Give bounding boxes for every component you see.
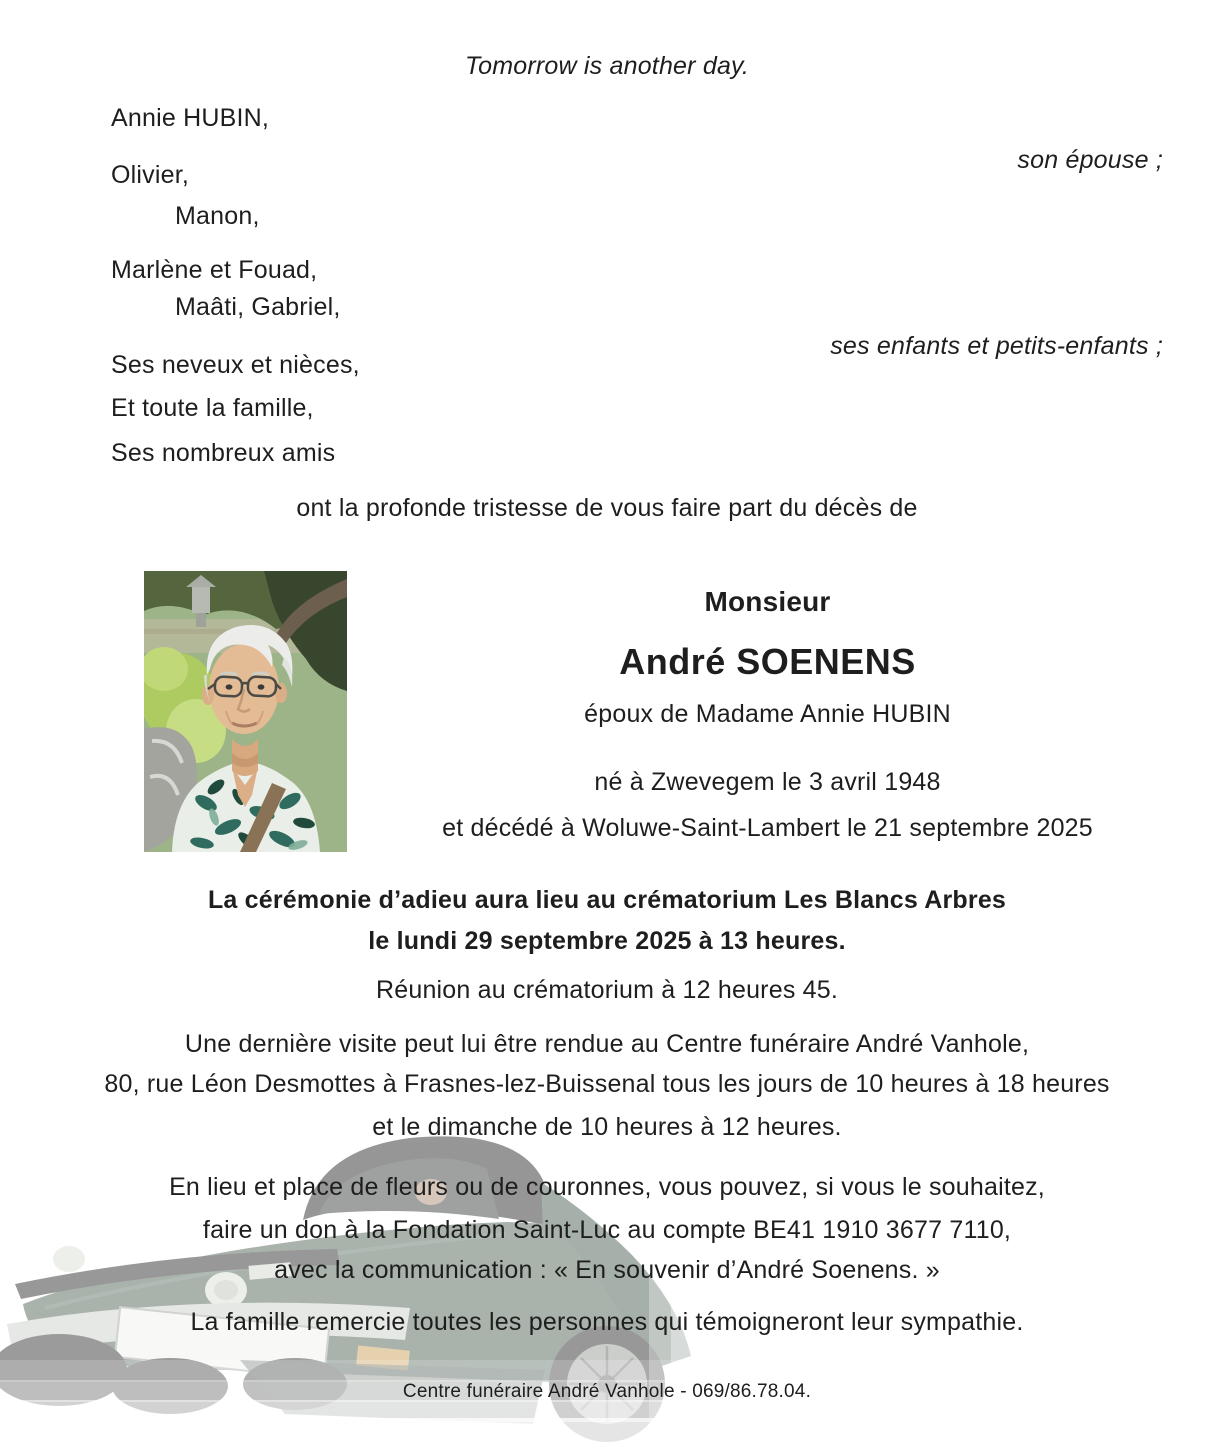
meeting-line: Réunion au crématorium à 12 heures 45. (375, 976, 839, 1004)
visitation-line-1: Une dernière visite peut lui être rendue au Centre funéraire André Vanhole, (184, 1030, 1030, 1058)
donation-line-3: avec la communication : « En souvenir d’André Soenens. » (274, 1256, 940, 1284)
deceased-title: Monsieur (704, 586, 831, 617)
birth-line: né à Zwevegem le 3 avril 1948 (594, 768, 941, 796)
ceremony-line-1: La cérémonie d’adieu aura lieu au crématorium Les Blancs Arbres (207, 886, 1007, 914)
thanks-line: La famille remercie toutes les personnes qui témoigneront leur sympathie. (190, 1308, 1024, 1336)
death-line: et décédé à Woluwe-Saint-Lambert le 21 septembre 2025 (442, 814, 1093, 842)
visitation-line-2: 80, rue Léon Desmottes à Frasnes-lez-Buissenal tous les jours de 10 heures à 18 heures (104, 1070, 1110, 1098)
family-line-2: Olivier, (111, 161, 190, 189)
relation-note-children: ses enfants et petits-enfants ; (830, 332, 1163, 360)
spouse-line: époux de Madame Annie HUBIN (584, 700, 951, 728)
epigraph: Tomorrow is another day. (464, 52, 750, 80)
family-line-5: Maâti, Gabriel, (175, 293, 341, 321)
relation-note-spouse: son épouse ; (1017, 146, 1163, 174)
announcement-line: ont la profonde tristesse de vous faire part du décès de (296, 494, 918, 522)
family-line-wife: Annie HUBIN, (111, 104, 270, 132)
portrait-photo (144, 571, 347, 852)
family-line-4: Marlène et Fouad, (111, 256, 318, 284)
family-line-7: Et toute la famille, (111, 394, 314, 422)
family-line-8: Ses nombreux amis (111, 439, 336, 467)
family-line-6: Ses neveux et nièces, (111, 351, 360, 379)
donation-line-1: En lieu et place de fleurs ou de couronnes, vous pouvez, si vous le souhaitez, (169, 1173, 1045, 1201)
deceased-name: André SOENENS (619, 641, 916, 682)
donation-line-2: faire un don à la Fondation Saint-Luc au compte BE41 1910 3677 7110, (202, 1216, 1012, 1244)
family-line-3: Manon, (175, 202, 260, 230)
ceremony-line-2: le lundi 29 septembre 2025 à 13 heures. (368, 927, 846, 955)
visitation-line-3: et le dimanche de 10 heures à 12 heures. (372, 1113, 842, 1141)
funeral-home-footer: Centre funéraire André Vanhole - 069/86.78.04. (402, 1381, 812, 1402)
